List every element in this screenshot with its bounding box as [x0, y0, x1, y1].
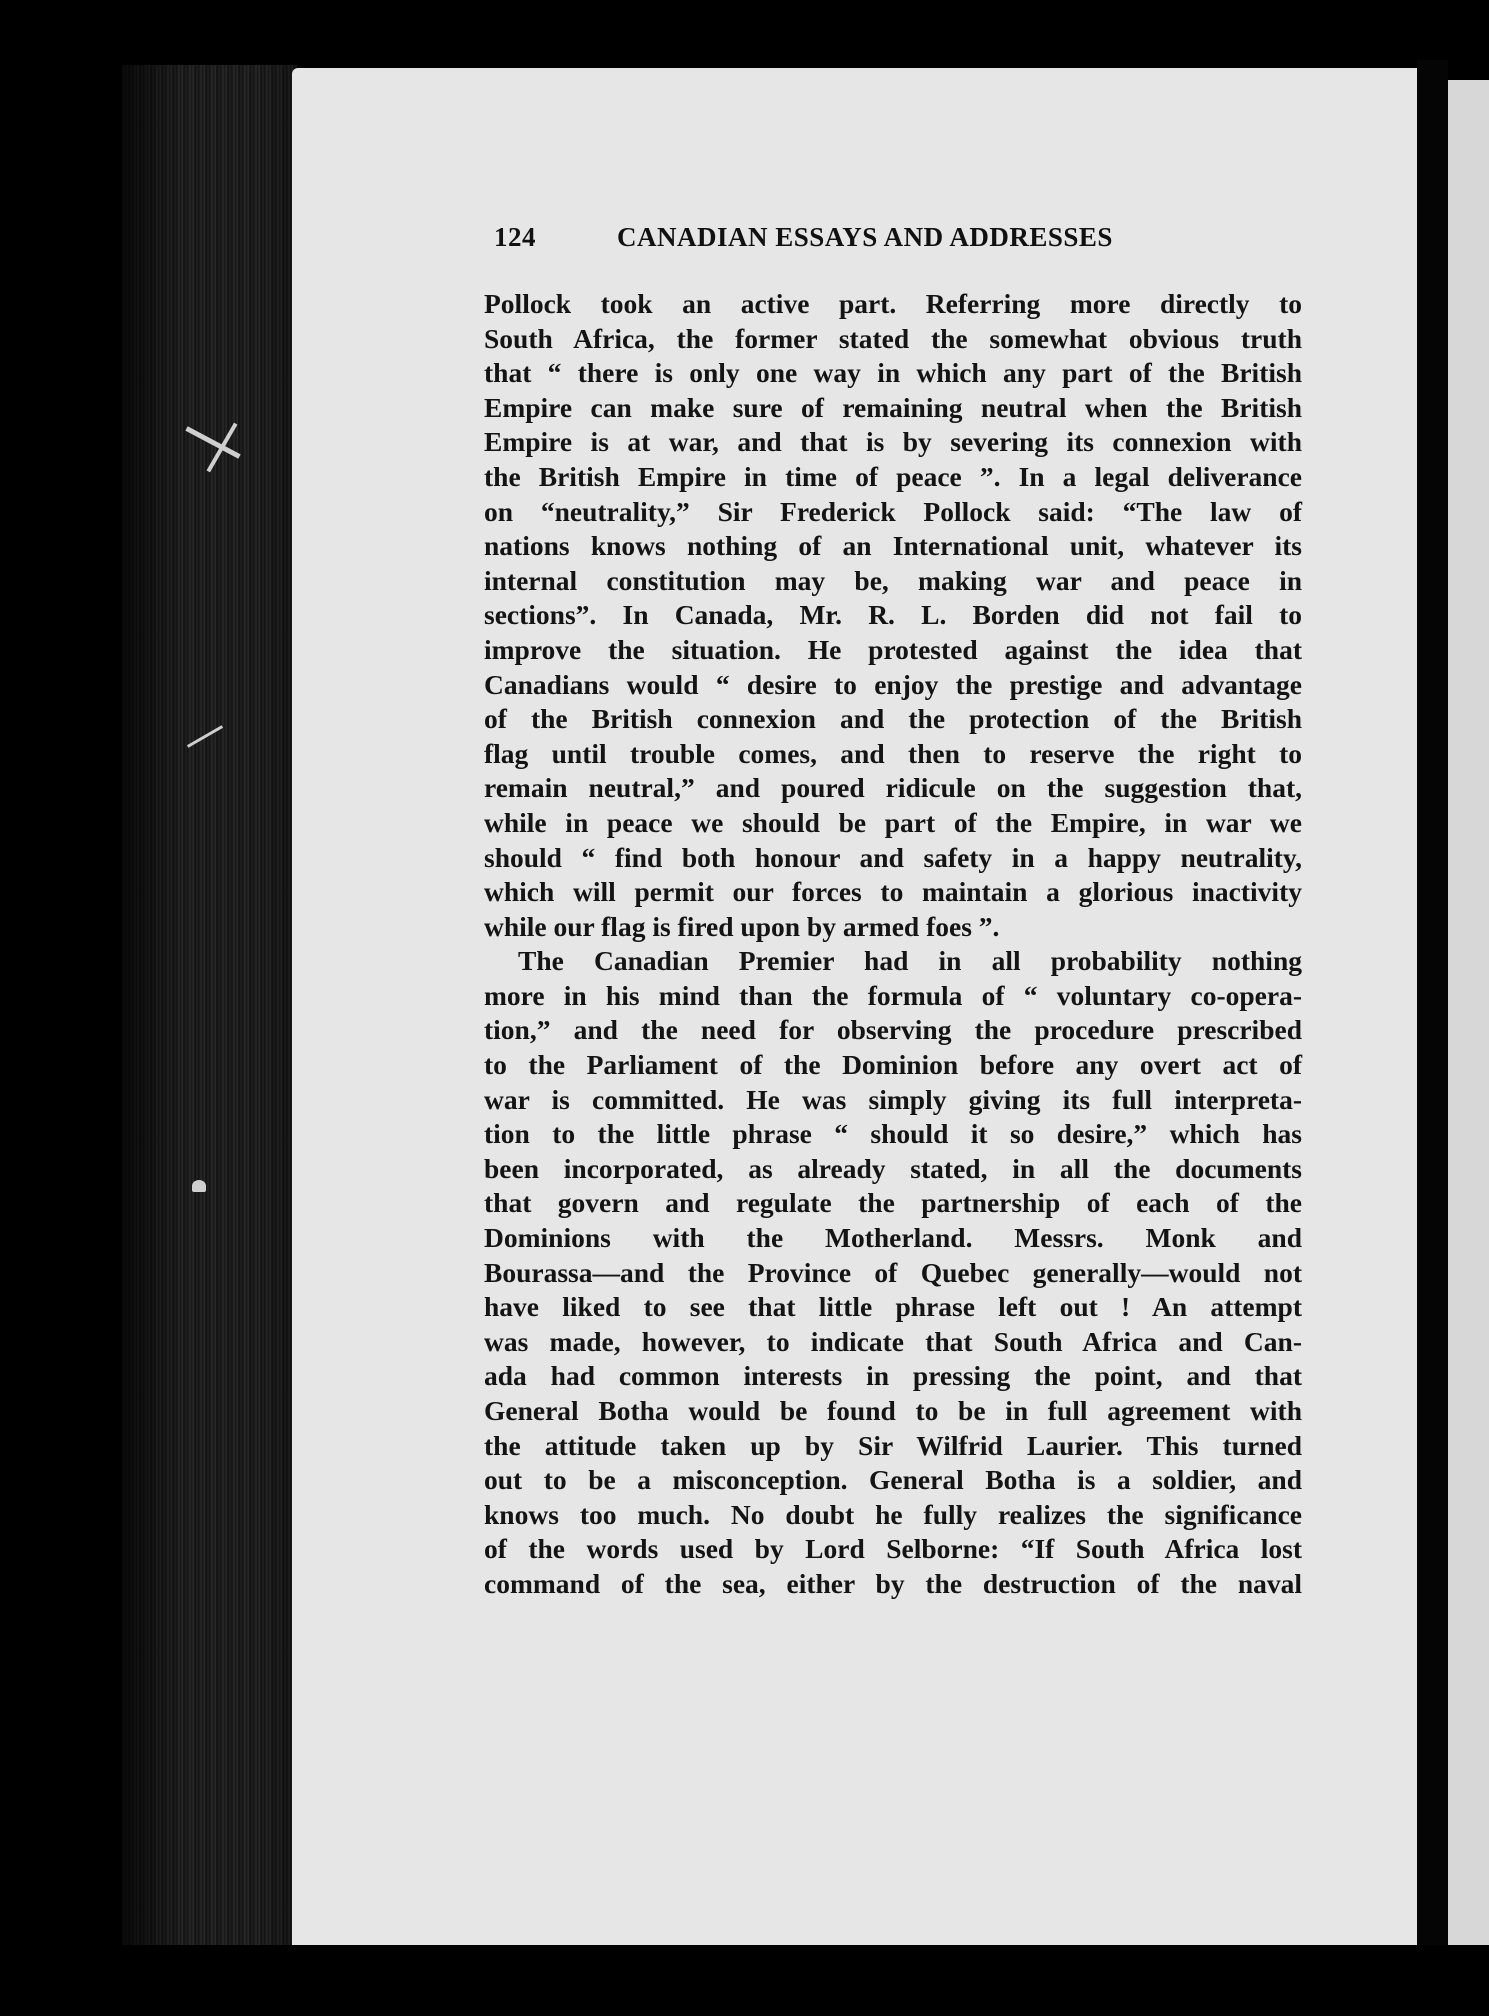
text-line: of the British connexion and the protection of the British [484, 703, 1302, 735]
text-line: on “neutrality,” Sir Frederick Pollock said: “The law of [484, 495, 1302, 527]
text-line: Dominions with the Motherland. Messrs. Monk and [484, 1222, 1302, 1254]
text-line: that “ there is only one way in which any part of the British [484, 357, 1302, 389]
text-line: flag until trouble comes, and then to reserve the right to [484, 737, 1302, 769]
text-line: South Africa, the former stated the somewhat obvious truth [484, 322, 1302, 354]
facing-page-edge [1448, 80, 1489, 1960]
text-line: tion,” and the need for observing the procedure prescribed [484, 1014, 1302, 1046]
text-line: been incorporated, as already stated, in all the documents [484, 1152, 1302, 1184]
gutter-shadow [1417, 60, 1448, 1980]
text-line: tion to the little phrase “ should it so desire,” which has [484, 1118, 1302, 1150]
text-line: the British Empire in time of peace ”. In a legal deliverance [484, 460, 1302, 492]
text-line: General Botha would be found to be in full agreement with [484, 1395, 1302, 1426]
text-line: nations knows nothing of an International unit, whatever its [484, 530, 1302, 562]
text-line: The Canadian Premier had in all probability nothing [518, 945, 1302, 977]
text-line: Bourassa—and the Province of Quebec generally—would not [484, 1256, 1302, 1288]
text-line: while our flag is fired upon by armed foes ”. [484, 910, 1000, 942]
text-line: Canadians would “ desire to enjoy the prestige and advantage [484, 668, 1302, 700]
text-line: ada had common interests in pressing the point, and that [484, 1360, 1302, 1392]
text-line: war is committed. He was simply giving its full interpreta- [484, 1083, 1302, 1115]
text-line: Empire is at war, and that is by severing its connexion with [484, 426, 1302, 458]
scan-artifact [192, 1180, 206, 1192]
text-line: was made, however, to indicate that South Africa and Can- [484, 1325, 1302, 1357]
text-line: Pollock took an active part. Referring more directly to [484, 288, 1302, 319]
body-text [484, 287, 1302, 1602]
text-line: have liked to see that little phrase left out ! An attempt [484, 1291, 1302, 1323]
text-line: out to be a misconception. General Botha is a soldier, and [484, 1464, 1302, 1496]
text-line: the attitude taken up by Sir Wilfrid Laurier. This turned [484, 1429, 1302, 1461]
page-header [494, 222, 1310, 266]
text-line: of the words used by Lord Selborne: “If South Africa lost [484, 1533, 1302, 1565]
text-line: knows too much. No doubt he fully realizes the significance [484, 1498, 1302, 1530]
text-line: should “ find both honour and safety in a happy neutrality, [484, 841, 1302, 873]
text-line: command of the sea, either by the destruction of the naval [484, 1567, 1302, 1599]
text-line: that govern and regulate the partnership of each of the [484, 1187, 1302, 1219]
page-number: 124 [494, 222, 536, 252]
text-line: Empire can make sure of remaining neutral when the British [484, 391, 1302, 423]
text-line: which will permit our forces to maintain a glorious inactivity [484, 876, 1302, 908]
text-line: internal constitution may be, making war and peace in [484, 564, 1302, 596]
text-line: improve the situation. He protested against the idea that [484, 633, 1302, 665]
running-title: CANADIAN ESSAYS AND ADDRESSES [617, 222, 1113, 252]
text-line: to the Parliament of the Dominion before any overt act of [484, 1049, 1302, 1081]
text-line: more in his mind than the formula of “ voluntary co-opera- [484, 979, 1302, 1011]
text-line: remain neutral,” and poured ridicule on the suggestion that, [484, 772, 1302, 804]
text-line: sections”. In Canada, Mr. R. L. Borden did not fail to [484, 599, 1302, 631]
text-line: while in peace we should be part of the Empire, in war we [484, 806, 1302, 838]
